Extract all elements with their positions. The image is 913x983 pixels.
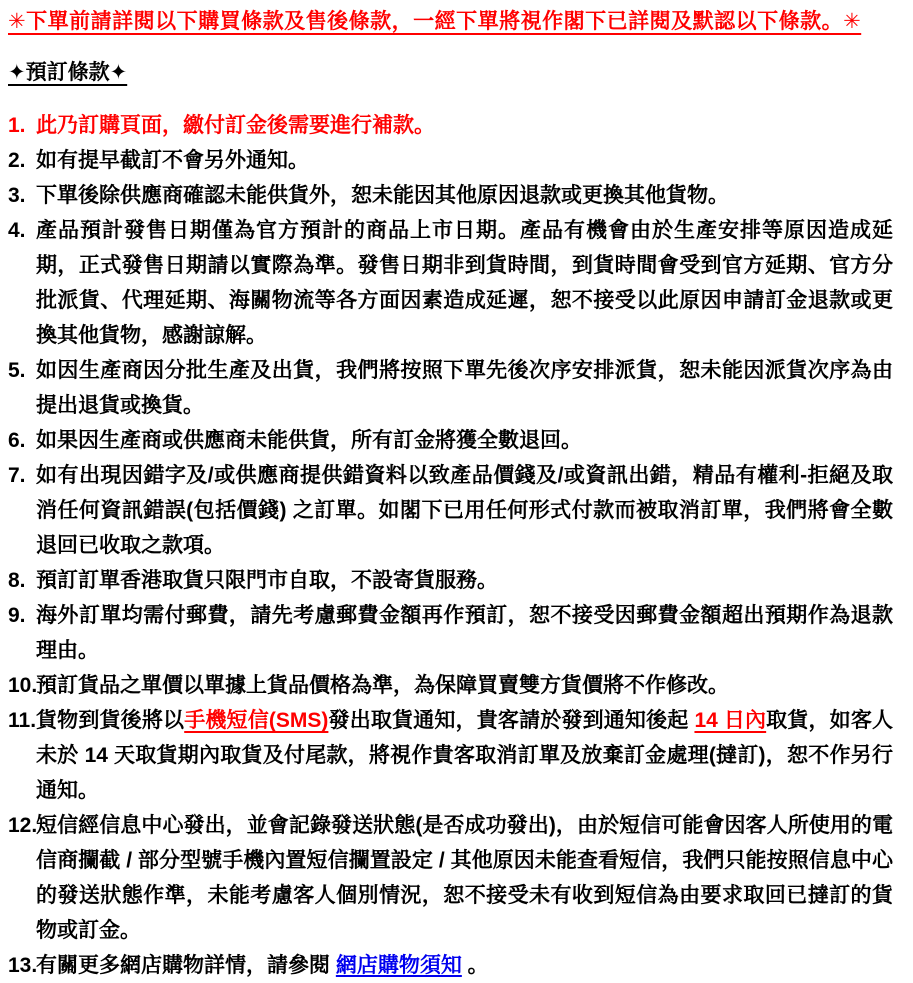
- term-item-7: [8, 458, 893, 563]
- term-number: 7.: [8, 464, 26, 487]
- term-text: 。: [461, 954, 489, 977]
- term-item-6: [8, 423, 893, 458]
- term-item-11: [8, 703, 893, 808]
- term-text: 短信經信息中心發出，並會記錄發送狀態(是否成功發出)，由於短信可能會因客人所使用的電信商攔截 / 部分型號手機內置短信攔置設定 / 其他原因未能查看短信，我們只能按照信息中心的發送狀態作準，未能考慮客人個別情況，恕不接受未有收到短信為由要求取回已撻訂的貨物或訂金。: [36, 814, 893, 942]
- term-text: 下單後除供應商確認未能供貨外，恕未能因其他原因退款或更換其他貨物。: [36, 184, 729, 207]
- term-text: 此乃訂購頁面，繳付訂金後需要進行補款。: [36, 114, 435, 137]
- term-text: 預訂訂單香港取貨只限門市自取，不設寄貨服務。: [36, 569, 498, 592]
- term-text: 如因生產商因分批生產及出貨，我們將按照下單先後次序安排派貨，恕未能因派貨次序為由提出退貨或換貨。: [36, 359, 893, 417]
- term-number: 1.: [8, 114, 26, 137]
- term-item-8: [8, 563, 893, 598]
- term-number: 2.: [8, 149, 26, 172]
- term-item-3: [8, 178, 893, 213]
- term-text: 取貨，如客人未於 14 天取貨期內取貨及付尾款，將視作貴客取消訂單及放棄訂金處理(撻訂)，恕不作另行通知。: [36, 709, 894, 802]
- term-number: 13.: [8, 954, 38, 977]
- term-item-10: [8, 668, 893, 703]
- store-shopping-guide-link[interactable]: 網店購物須知: [335, 954, 462, 977]
- red-highlight-text: 14 日內: [694, 709, 767, 732]
- term-text: 如果因生產商或供應商未能供貨，所有訂金將獲全數退回。: [36, 429, 582, 452]
- term-number: 6.: [8, 429, 26, 452]
- term-text: 產品預計發售日期僅為官方預計的商品上市日期。產品有機會由於生產安排等原因造成延期，正式發售日期請以實際為準。發售日期非到貨時間，到貨時間會受到官方延期、官方分批派貨、代理延期、海關物流等各方面因素造成延遲，恕不接受以此原因申請訂金退款或更換其他貨物，感謝諒解。: [36, 219, 893, 347]
- term-item-9: [8, 598, 893, 668]
- term-text: 如有提早截訂不會另外通知。: [36, 149, 309, 172]
- term-item-5: [8, 353, 893, 423]
- term-item-4: [8, 213, 893, 353]
- term-text: 預訂貨品之單價以單據上貨品價格為準，為保障買賣雙方貨價將不作修改。: [36, 674, 729, 697]
- red-highlight-text: 手機短信(SMS): [184, 709, 329, 732]
- terms-list: [8, 108, 893, 983]
- term-number: 4.: [8, 219, 26, 242]
- term-number: 3.: [8, 184, 26, 207]
- term-number: 12.: [8, 814, 38, 837]
- term-item-12: [8, 808, 893, 948]
- term-item-13: [8, 948, 893, 983]
- term-number: 8.: [8, 569, 26, 592]
- term-text: 海外訂單均需付郵費，請先考慮郵費金額再作預訂，恕不接受因郵費金額超出預期作為退款理由。: [36, 604, 893, 662]
- term-number: 9.: [8, 604, 26, 627]
- term-number: 11.: [8, 709, 37, 732]
- term-number: 10.: [8, 674, 38, 697]
- term-item-2: [8, 143, 893, 178]
- purchase-terms-warning-banner: ✳下單前請詳閱以下購買條款及售後條款，一經下單將視作閣下已詳閱及默認以下條款。✳: [8, 10, 862, 33]
- term-number: 5.: [8, 359, 26, 382]
- term-text: 如有出現因錯字及/或供應商提供錯資料以致產品價錢及/或資訊出錯，精品有權利-拒絕及取消任何資訊錯誤(包括價錢) 之訂單。如閣下已用任何形式付款而被取消訂單，我們將會全數退回已收取之款項。: [36, 464, 893, 557]
- term-text: 發出取貨通知，貴客請於發到通知後起: [328, 709, 695, 732]
- term-text: 有關更多網店購物詳情，請參閱: [36, 954, 336, 977]
- preorder-terms-section-title: ✦預訂條款✦: [8, 61, 128, 84]
- term-item-1: [8, 108, 893, 143]
- term-text: 貨物到貨後將以: [36, 709, 185, 732]
